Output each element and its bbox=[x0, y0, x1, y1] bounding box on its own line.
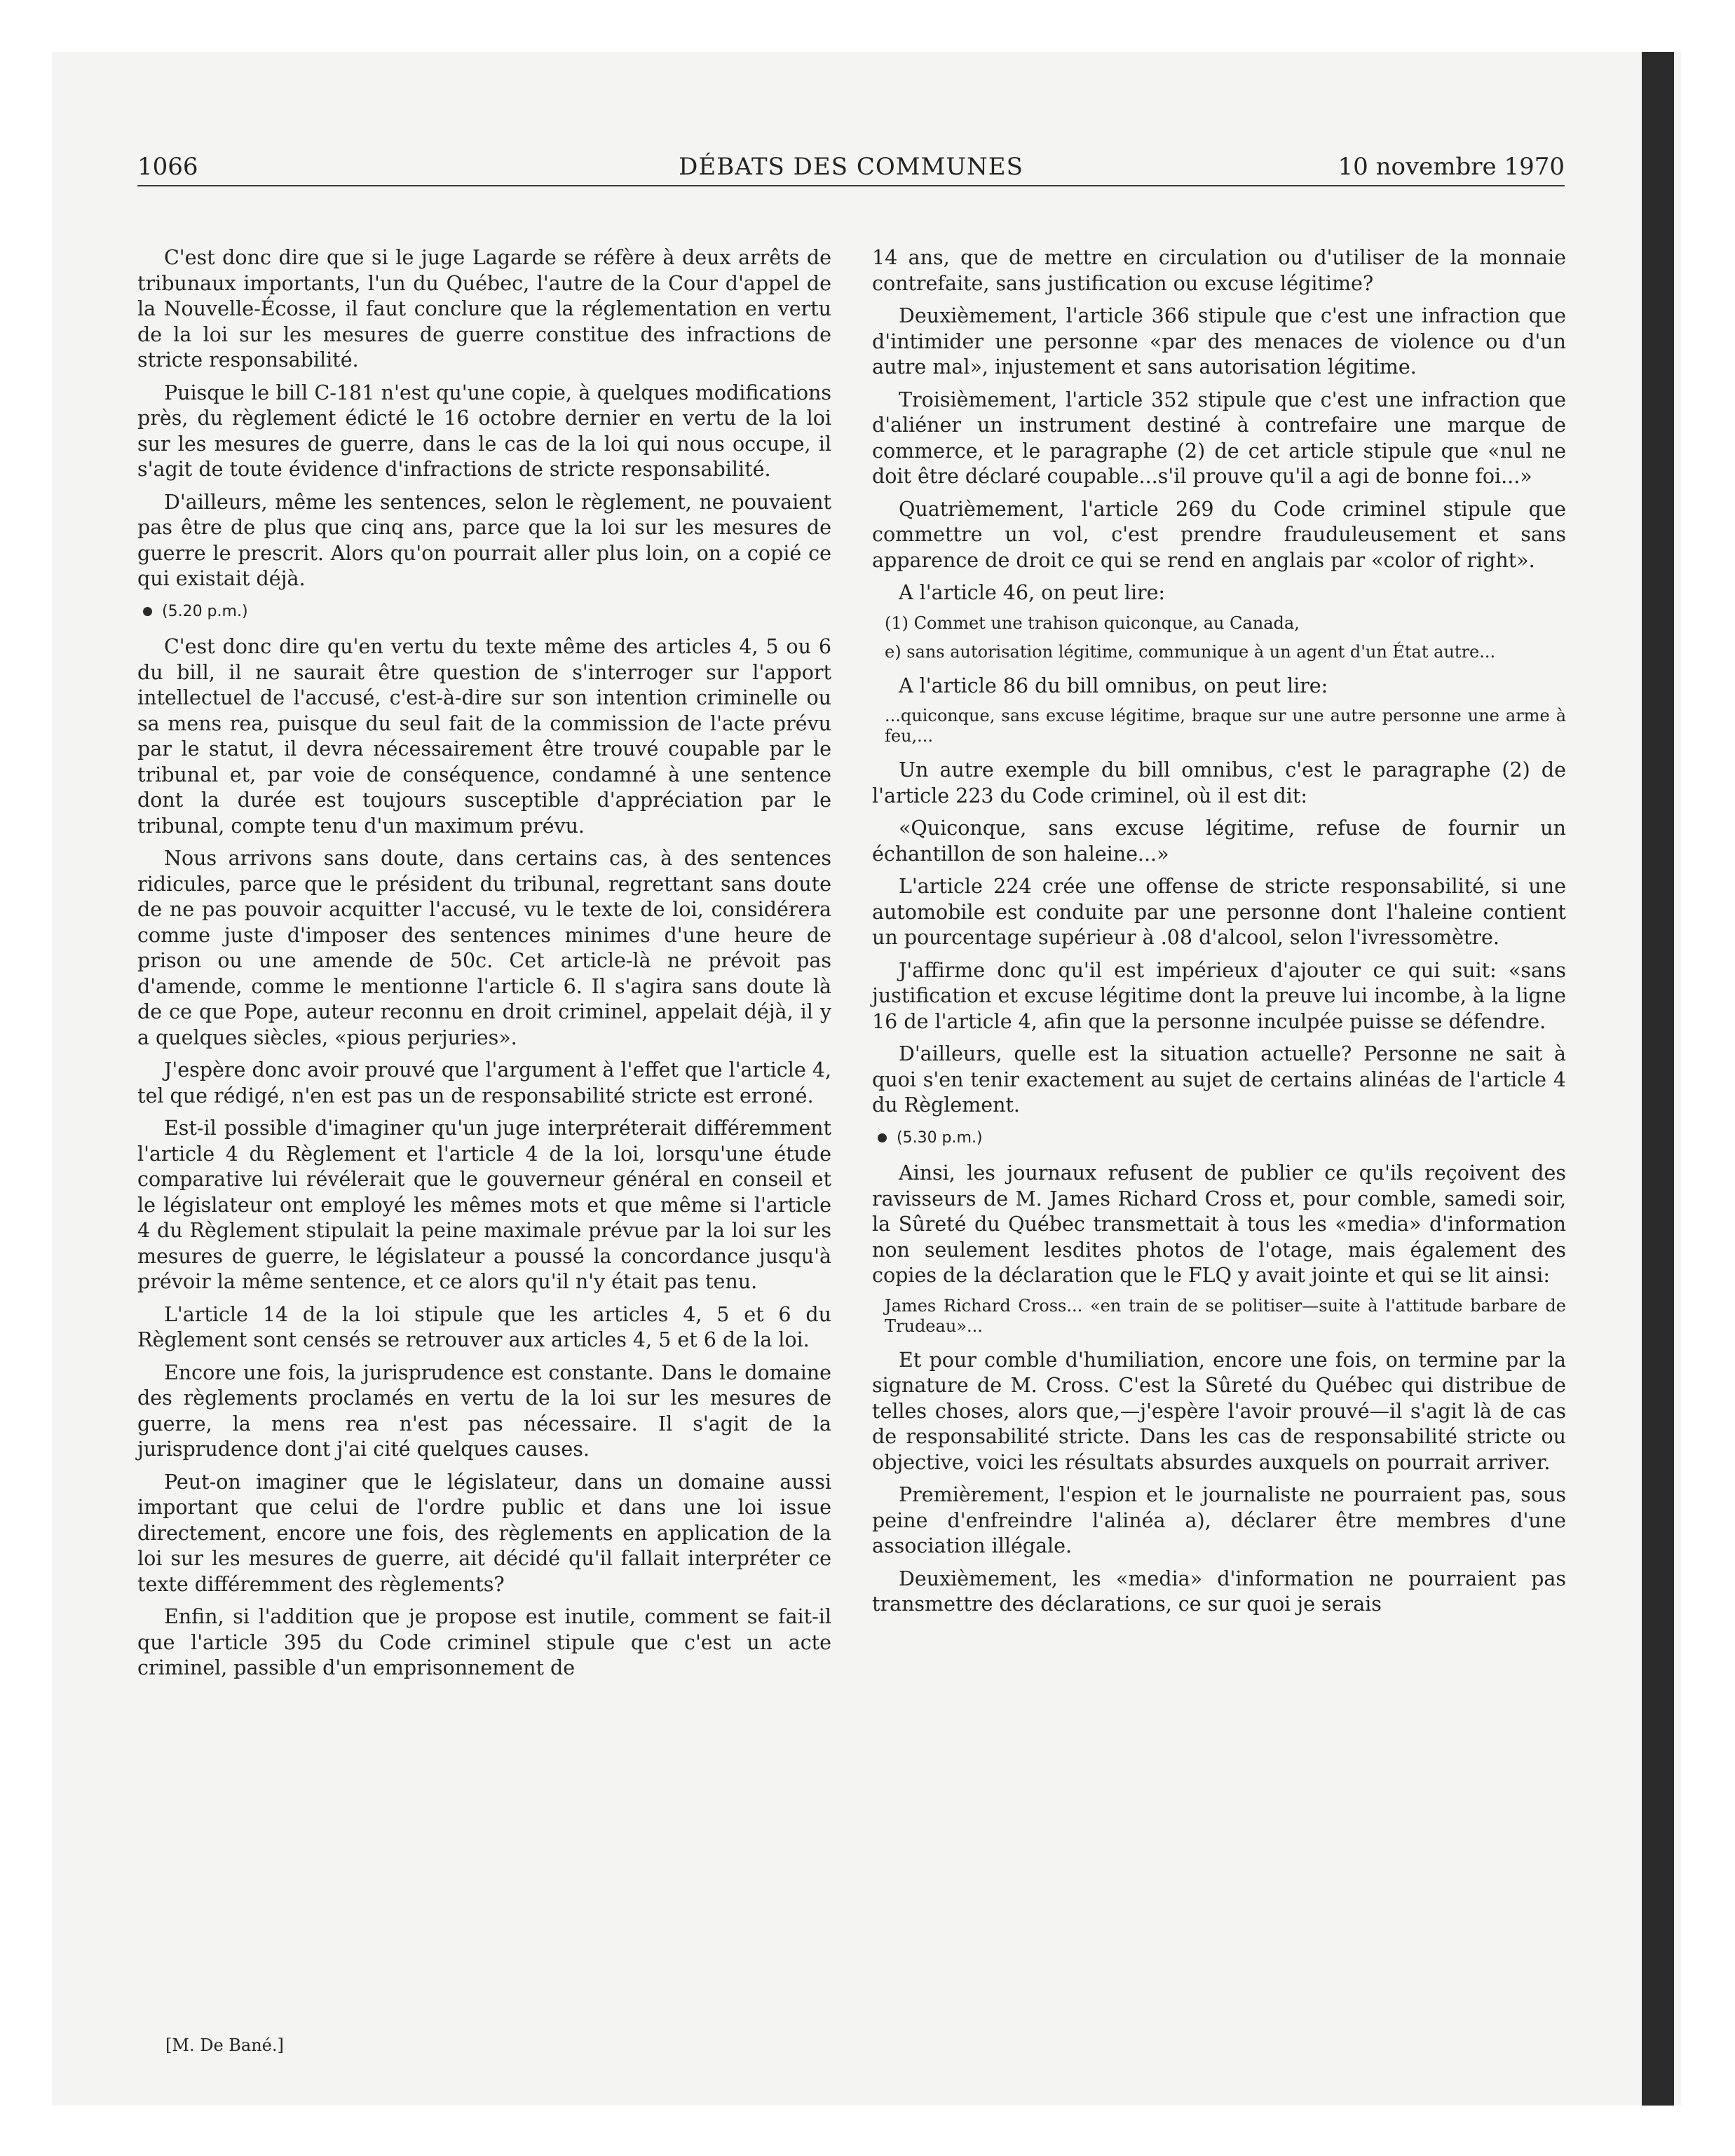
paragraph: A l'article 46, on peut lire: bbox=[899, 581, 1166, 604]
page-number: 1066 bbox=[137, 153, 198, 181]
paragraph: «Quiconque, sans excuse légitime, refuse de fournir un échantillon de son haleine...» bbox=[872, 817, 1566, 866]
paragraph: 14 ans, que de mettre en circulation ou d'utiliser de la monnaie contrefaite, sans justification ou excuse légitime? bbox=[872, 246, 1566, 295]
page-header bbox=[137, 149, 1565, 186]
paragraph: C'est donc dire que si le juge Lagarde se réfère à deux arrêts de tribunaux importants, l'un du Québec, l'autre de la Cour d'appel de la Nouvelle-Écosse, il faut conclure que la réglementation en vertu de la loi sur les mesures de guerre constitue des infractions de stricte responsabilité. bbox=[137, 246, 831, 371]
running-title: DÉBATS DES COMMUNES bbox=[679, 153, 1023, 181]
paragraph: D'ailleurs, même les sentences, selon le règlement, ne pouvaient pas être de plus que cinq ans, parce que la loi sur les mesures de guerre le prescrit. Alors qu'on pourrait aller plus loin, on a copié ce qui existait déjà. bbox=[137, 490, 831, 590]
quotation: James Richard Cross... «en train de se politiser—suite à l'attitude barbare de Trudeau»... bbox=[885, 1295, 1566, 1336]
paragraph: J'espère donc avoir prouvé que l'argument à l'effet que l'article 4, tel que rédigé, n'en est pas un de responsabilité stricte est erroné. bbox=[137, 1058, 831, 1107]
time-marker bbox=[872, 1126, 1566, 1152]
quotation: ...quiconque, sans excuse légitime, braque sur une autre personne une arme à feu,... bbox=[885, 706, 1566, 746]
header-date: 10 novembre 1970 bbox=[1338, 153, 1565, 181]
paragraph: Est-il possible d'imaginer qu'un juge interpréterait différemment l'article 4 du Règlement et l'article 4 de la loi, lorsqu'une étude comparative lui révélerait que le gouverneur général en conseil et le législateur ont employé les mêmes mots et que même si l'article 4 du Règlement stipulait la peine maximale prévue par la loi sur les mesures de guerre, le législateur a poussé la concordance jusqu'à prévoir la même sentence, et ce alors qu'il n'y était pas tenu. bbox=[137, 1117, 831, 1293]
quotation: e) sans autorisation légitime, communique à un agent d'un État autre... bbox=[885, 641, 1496, 662]
paragraph: Troisièmement, l'article 352 stipule que c'est une infraction que d'aliéner un instrument destiné à contrefaire une marque de commerce, et le paragraphe (2) de cet article stipule que «nul ne doit être déclaré coupable...s'il prouve qu'il a agi de bonne foi...» bbox=[872, 388, 1566, 488]
quotation: (1) Commet une trahison quiconque, au Canada, bbox=[885, 613, 1300, 633]
paragraph: Deuxièmement, les «media» d'information ne pourraient pas transmettre des déclarations, ce sur quoi je serais bbox=[872, 1567, 1566, 1616]
left-column bbox=[137, 245, 831, 1688]
right-column bbox=[872, 245, 1566, 1625]
paragraph: C'est donc dire qu'en vertu du texte même des articles 4, 5 ou 6 du bill, il ne saurait être question de s'interroger sur l'apport intellectuel de l'accusé, c'est-à-dire sur son intention criminelle ou sa mens rea, puisque du seul fait de la commission de l'acte prévu par le statut, il devra nécessairement être trouvé coupable par le tribunal et, par voie de conséquence, condamné à une sentence dont la durée est toujours susceptible d'appréciation par le tribunal, compte tenu d'un maximum prévu. bbox=[137, 635, 831, 838]
paragraph: Un autre exemple du bill omnibus, c'est le paragraphe (2) de l'article 223 du Code criminel, où il est dit: bbox=[872, 758, 1566, 807]
paragraph: Quatrièmement, l'article 269 du Code criminel stipule que commettre un vol, c'est prendre frauduleusement et sans apparence de droit ce qui se rend en anglais par «color of right». bbox=[872, 497, 1566, 572]
paragraph: Et pour comble d'humiliation, encore une fois, on termine par la signature de M. Cross. C'est la Sûreté du Québec qui distribue de telles choses, alors que,—j'espère l'avoir prouvé—il s'agit là de cas de responsabilité stricte. Dans les cas de responsabilité stricte ou objective, voici les résultats absurdes auxquels on pourrait arriver. bbox=[872, 1348, 1566, 1474]
bullet-dot-icon bbox=[143, 607, 152, 616]
paragraph: D'ailleurs, quelle est la situation actuelle? Personne ne sait à quoi s'en tenir exactement au sujet de certains alinéas de l'article 4 du Règlement. bbox=[872, 1042, 1566, 1117]
paragraph: Enfin, si l'addition que je propose est inutile, comment se fait-il que l'article 395 du Code criminel stipule que c'est un acte criminel, passible d'un emprisonnement de bbox=[137, 1605, 831, 1679]
paragraph: Peut-on imaginer que le législateur, dans un domaine aussi important que celui de l'ordre public et dans une loi issue directement, encore une fois, des règlements en application de la loi sur les mesures de guerre, ait décidé qu'il fallait interpréter ce texte différemment des règlements? bbox=[137, 1470, 831, 1596]
paragraph: L'article 224 crée une offense de stricte responsabilité, si une automobile est conduite par une personne dont l'haleine contient un pourcentage supérieur à .08 d'alcool, selon l'ivressomètre. bbox=[872, 875, 1566, 949]
paragraph: L'article 14 de la loi stipule que les articles 4, 5 et 6 du Règlement sont censés se retrouver aux articles 4, 5 et 6 de la loi. bbox=[137, 1302, 831, 1351]
scan-edge-shadow bbox=[1642, 52, 1674, 2106]
bullet-dot-icon bbox=[878, 1133, 887, 1142]
paragraph: Ainsi, les journaux refusent de publier ce qu'ils reçoivent des ravisseurs de M. James Richard Cross et, pour comble, samedi soir, la Sûreté du Québec transmettait à tous les «media» d'information non seulement lesdites photos de l'otage, mais également des copies de la déclaration que le FLQ y avait jointe et qui se lit ainsi: bbox=[872, 1161, 1566, 1287]
paragraph: Encore une fois, la jurisprudence est constante. Dans le domaine des règlements proclamés en vertu de la loi sur les mesures de guerre, la mens rea n'est pas nécessaire. Il s'agit de la jurisprudence dont j'ai cité quelques causes. bbox=[137, 1360, 831, 1461]
paragraph: J'affirme donc qu'il est impérieux d'ajouter ce qui suit: «sans justification et excuse légitime dont la preuve lui incombe, à la ligne 16 de l'article 4, afin que la personne inculpée puisse se défendre. bbox=[872, 958, 1566, 1033]
paragraph: Puisque le bill C-181 n'est qu'une copie, à quelques modifications près, du règlement édicté le 16 octobre dernier en vertu de la loi sur les mesures de guerre, dans le cas de la loi qui nous occupe, il s'agit de toute évidence d'infractions de stricte responsabilité. bbox=[137, 381, 831, 481]
paragraph: Premièrement, l'espion et le journaliste ne pourraient pas, sous peine d'enfreindre l'alinéa a), déclarer être membres d'une association illégale. bbox=[872, 1483, 1566, 1557]
speaker-attribution: [M. De Bané.] bbox=[165, 2035, 284, 2055]
paragraph: A l'article 86 du bill omnibus, on peut lire: bbox=[899, 674, 1328, 697]
time-marker-text: (5.30 p.m.) bbox=[897, 1128, 983, 1147]
paragraph: Nous arrivons sans doute, dans certains cas, à des sentences ridicules, parce que le président du tribunal, regrettant sans doute de ne pas pouvoir acquitter l'accusé, vu le texte de loi, considérera comme juste d'imposer des sentences minimes d'une heure de prison ou une amende de 50c. Cet article-là ne prévoit pas d'amende, comme le mentionne l'article 6. Il s'agira sans doute là de ce que Pope, auteur reconnu en droit criminel, appelait déjà, il y a quelques siècles, «pious perjuries». bbox=[137, 847, 831, 1049]
paragraph: Deuxièmement, l'article 366 stipule que c'est une infraction que d'intimider une personne «par des menaces de violence ou d'un autre mal», injustement et sans autorisation légitime. bbox=[872, 304, 1566, 378]
time-marker bbox=[137, 599, 831, 625]
time-marker-text: (5.20 p.m.) bbox=[162, 602, 248, 620]
